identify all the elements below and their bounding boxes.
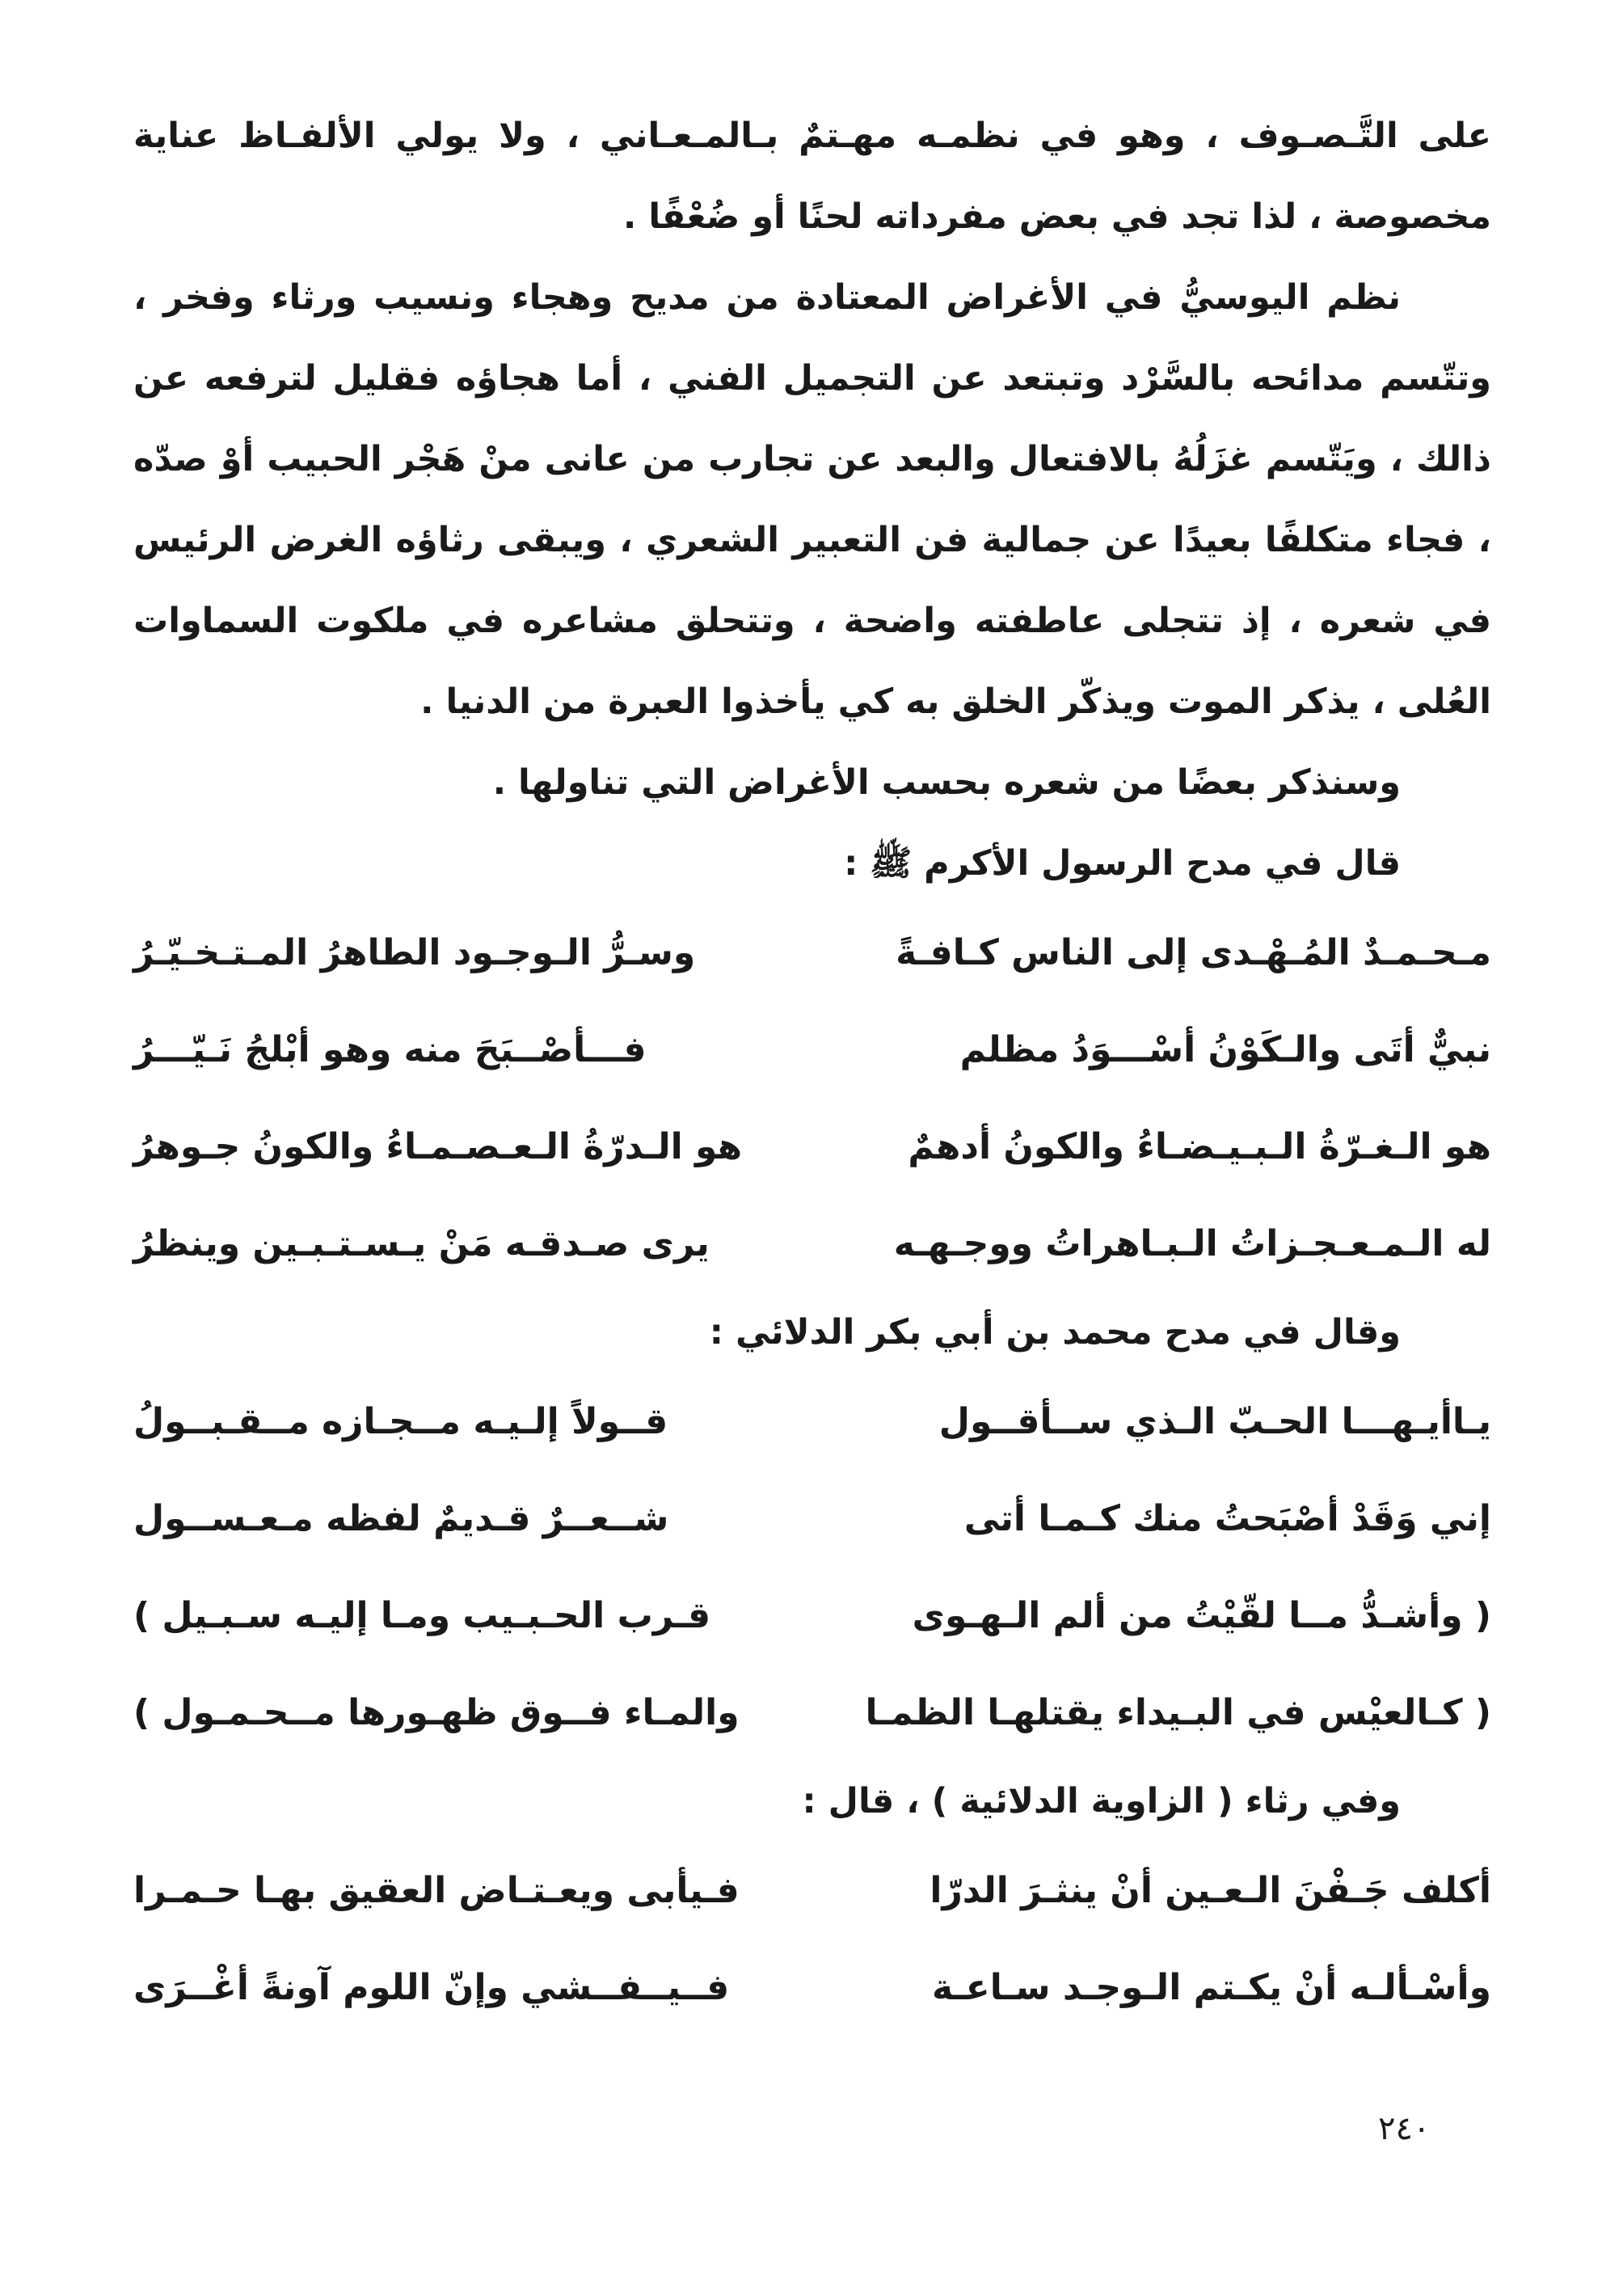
verse-second-hemistich: وسـرُّ الـوجـود الطاهرُ المـتـخـيّـرُ <box>133 931 696 973</box>
verse <box>133 1373 1491 1470</box>
page-content <box>133 95 1491 2036</box>
verse <box>133 1001 1491 1098</box>
verse-second-hemistich: هو الـدرّةُ الـعـصـمـاءُ والكونُ جـوهرُ <box>133 1125 743 1167</box>
poem-intro-prophet-praise: قال في مدح الرسول الأكرم ﷺ : <box>844 843 1401 884</box>
verse-first-hemistich: له الـمـعـجـزاتُ الـبـاهراتُ ووجـهـه <box>893 1222 1491 1264</box>
verse <box>133 1567 1491 1664</box>
verse-second-hemistich: فــيــفــشي وإنّ اللوم آونةً أغْــرَى <box>133 1966 730 2008</box>
verse <box>133 1195 1491 1292</box>
poem-zawiya-elegy <box>133 1842 1491 2036</box>
paragraph-introduction: وسنذكر بعضًا من شعره بحسب الأغراض التي تناولها . <box>492 762 1401 803</box>
poem-prophet-praise <box>133 904 1491 1292</box>
verse-second-hemistich: قــولاً إلـيـه مــجـازه مــقـبــولُ <box>133 1400 668 1442</box>
verse <box>133 1664 1491 1761</box>
paragraph-continuation: على التَّـصـوف ، وهو في نظمـه مهـتمٌ بـالمـعـاني ، ولا يولي الألفـاظ عناية مخصوصة ، لذا تجد في بعض مفرداته لحنًا أو ضُعْفًا . <box>133 116 1491 237</box>
verse-first-hemistich: إني وَقَدْ أصْبَحتُ منك كـمـا أتى <box>963 1497 1491 1539</box>
verse-first-hemistich: هو الـغـرّةُ الـبـيـضـاءُ والكونُ أدهمٌ <box>908 1125 1491 1167</box>
verse-second-hemistich: قـرب الحـبـيب ومـا إليـه سـبـيل ) <box>133 1594 711 1636</box>
verse-second-hemistich: والمـاء فــوق ظهـورها مــحـمـول ) <box>133 1691 740 1733</box>
poem-intro-dalai-praise: وقال في مدح محمد بن أبي بكر الدلائي : <box>709 1312 1401 1353</box>
verse-first-hemistich: يـاأيـهـــا الحـبّ الـذي ســأقــول <box>938 1400 1491 1442</box>
verse-first-hemistich: مـحـمـدٌ المُـهْـدى إلى الناس كـافـةً <box>896 931 1491 973</box>
verse-second-hemistich: يرى صـدقـه مَنْ يـسـتـبـين وينظرُ <box>133 1222 710 1264</box>
verse <box>133 1842 1491 1939</box>
verse-second-hemistich: فـــأصْــبَحَ منه وهو أبْلجُ نَـيّـــرُ <box>133 1028 647 1070</box>
verse-first-hemistich: وأسْـألـه أنْ يكـتم الـوجـد سـاعـة <box>931 1966 1491 2008</box>
verse-first-hemistich: ( وأشـدُّ مــا لقّيْتُ من ألم الـهـوى <box>912 1594 1491 1636</box>
verse <box>133 1470 1491 1567</box>
page-number: ٢٤٠ <box>1378 2110 1431 2147</box>
verse <box>133 1939 1491 2036</box>
verse-second-hemistich: شــعــرٌ قـديمٌ لفظه مـعـســول <box>133 1497 669 1539</box>
verse <box>133 1098 1491 1195</box>
poem-dalai-praise <box>133 1373 1491 1761</box>
verse-second-hemistich: فـيأبى ويعـتـاض العقيق بهـا حـمـرا <box>133 1869 740 1911</box>
verse-first-hemistich: نبيٌّ أتَى والـكَوْنُ أسْـــوَدُ مظلم <box>959 1028 1491 1070</box>
verse <box>133 904 1491 1001</box>
verse-first-hemistich: أكلف جَـفْنَ الـعـين أنْ ينثـرَ الدرّا <box>930 1869 1491 1911</box>
paragraph-poetry-themes: نظم اليوسيُّ في الأغراض المعتادة من مديح وهجاء ونسيب ورثاء وفخر ، وتتّسم مدائحه بالسَّرْد وتبتعد عن التجميل الفني ، أما هجاؤه فقليل لترفعه عن ذالك ، ويَتّسم غزَلُهُ بالافتعال والبعد عن تجارب من عانى منْ هَجْر الحبيب أوْ صدّه ، فجاء متكلفًا بعيدًا عن جمالية فن التعبير الشعري ، ويبقى رثاؤه الغرض الرئيس في شعره ، إذ تتجلى عاطفته واضحة ، وتتحلق مشاعره في ملكوت السماوات العُلى ، يذكر الموت ويذكّر الخلق به كي يأخذوا العبرة من الدنيا . <box>133 277 1491 722</box>
poem-intro-zawiya-elegy: وفي رثاء ( الزاوية الدلائية ) ، قال : <box>802 1781 1401 1821</box>
verse-first-hemistich: ( كـالعيْس في البـيداء يقتلهـا الظمـا <box>865 1691 1491 1733</box>
